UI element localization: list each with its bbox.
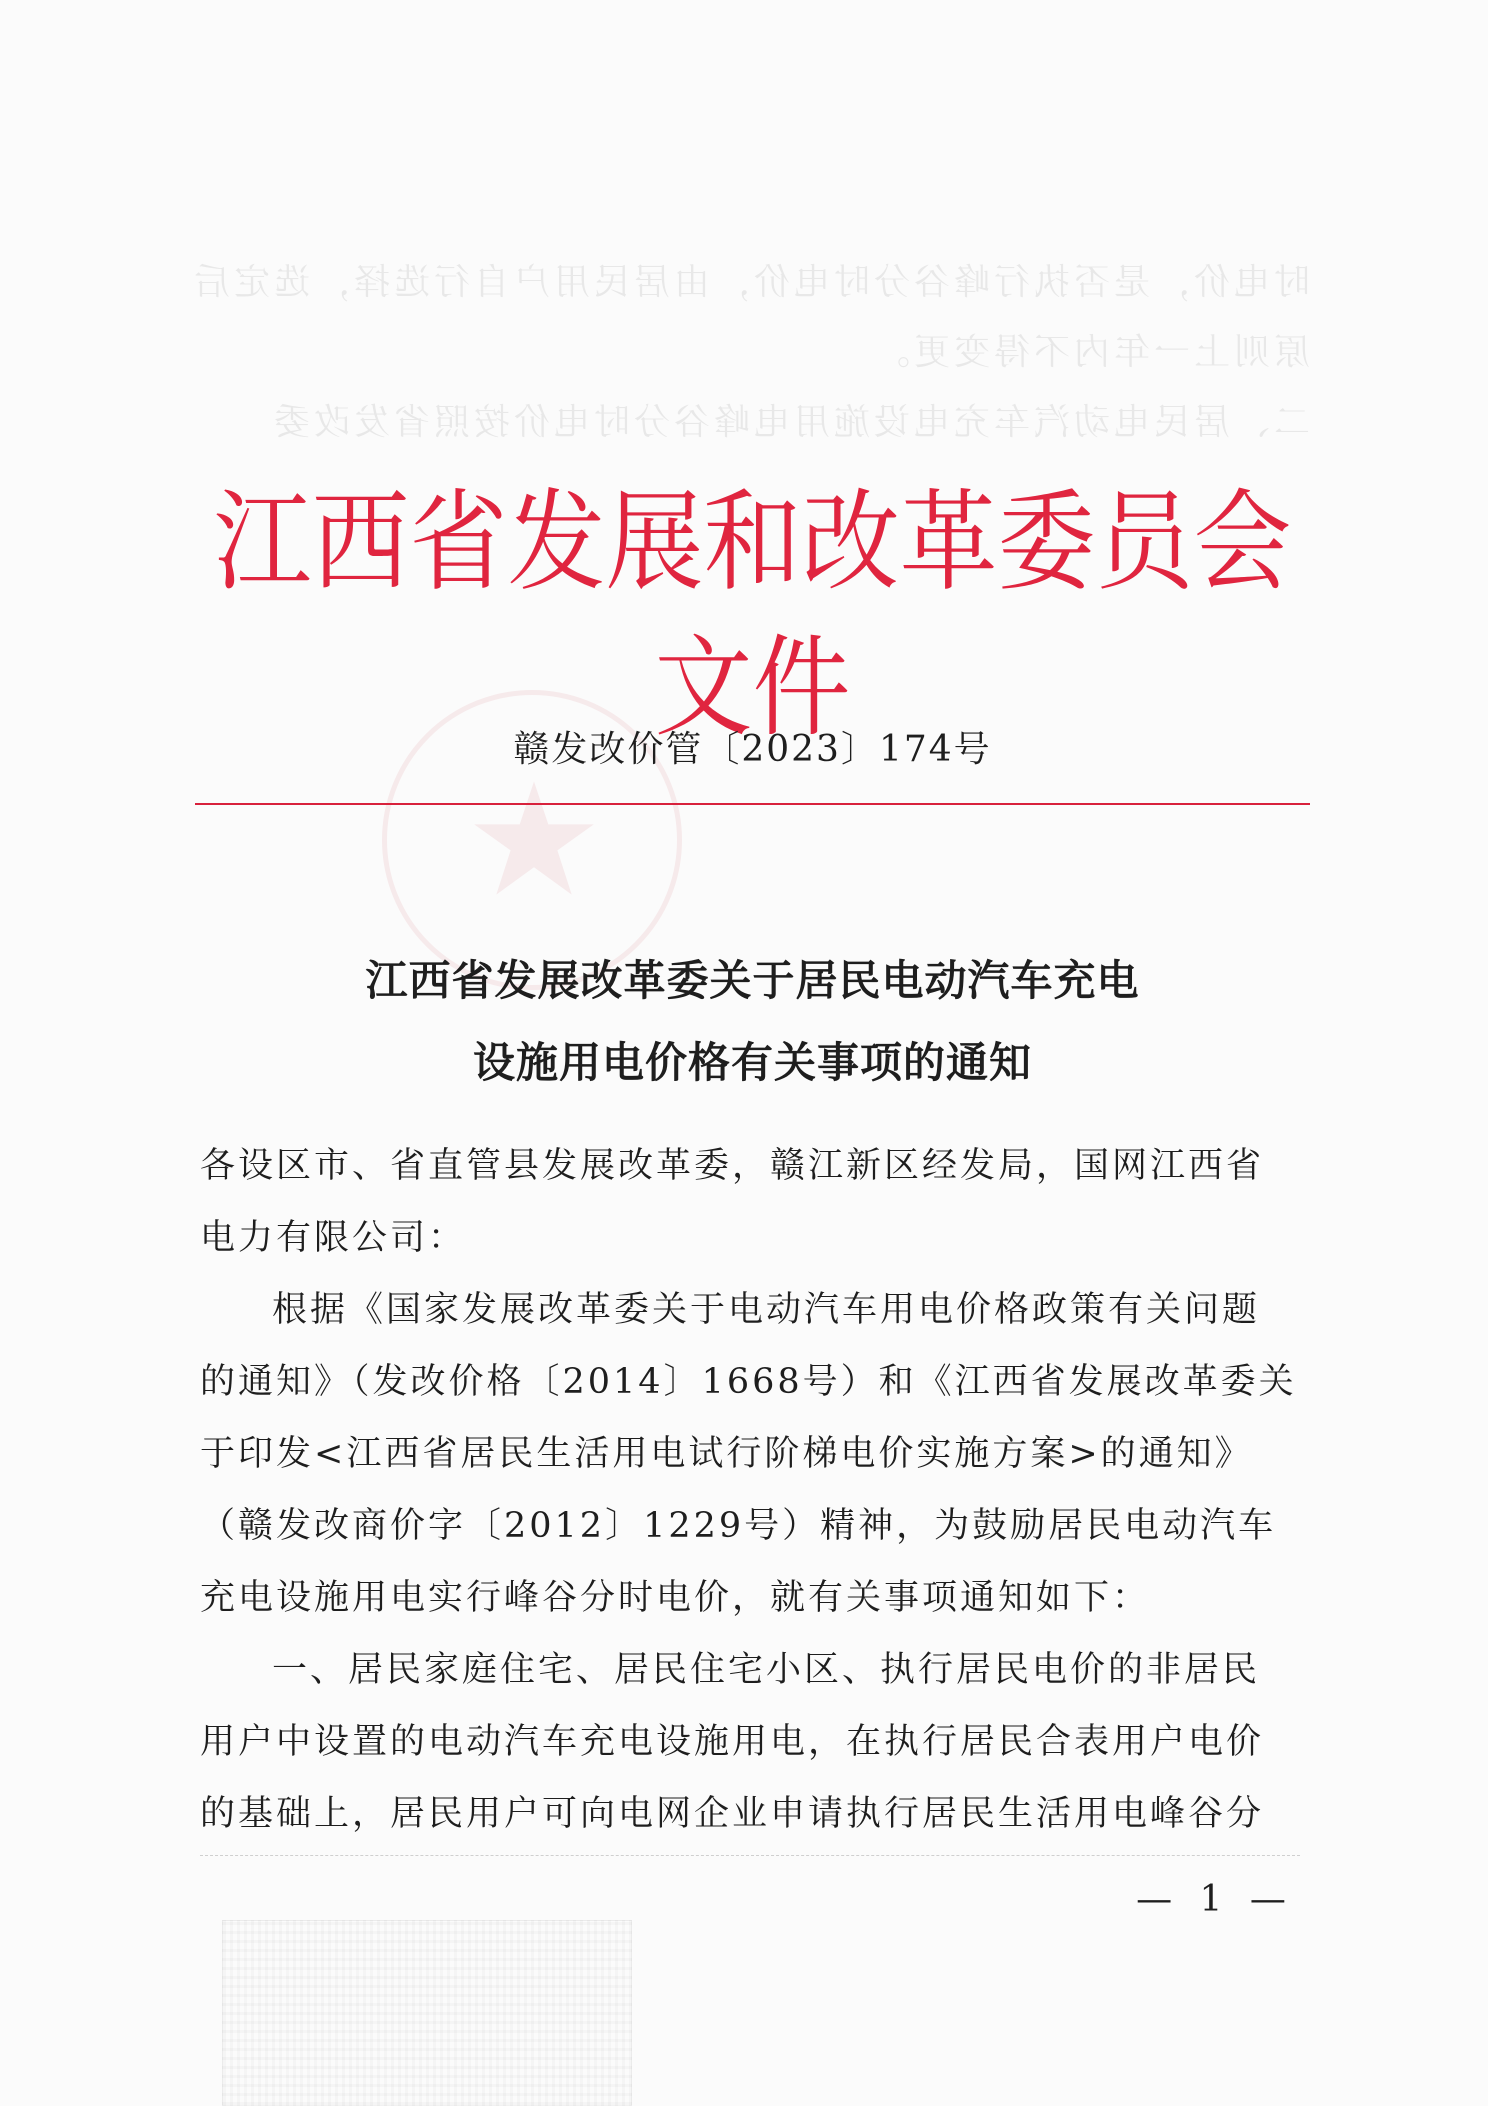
body-line: 根据《国家发展改革委关于电动汽车用电价格政策有关问题	[272, 1290, 1261, 1330]
bleed-through-text: 二、居民电动汽车充电设施用电峰谷分时电价按照省发改委	[269, 402, 1310, 443]
body-line: 电力有限公司：	[200, 1218, 467, 1258]
masthead: 江西省发展和改革委员会文件	[213, 478, 1292, 753]
title-line: 设施用电价格有关事项的通知	[472, 1038, 1032, 1087]
bleed-through-text: 时电价，是否执行峰谷分时电价，由居民用户自行选择，选定后	[189, 262, 1310, 303]
body-line: 用户中设置的电动汽车充电设施用电，在执行居民合表用户电价	[200, 1722, 1265, 1762]
body-line: 的基础上，居民用户可向电网企业申请执行居民生活用电峰谷分	[200, 1794, 1265, 1834]
bleed-through-text: 原则上一年内不得变更。	[869, 332, 1310, 373]
red-divider	[195, 803, 1310, 805]
page-number: — 1 —	[1136, 1879, 1294, 1920]
title-line: 江西省发展改革委关于居民电动汽车充电	[365, 956, 1140, 1005]
body-line: 各设区市、省直管县发展改革委，赣江新区经发局，国网江西省	[200, 1146, 1265, 1186]
document-body	[200, 1130, 1300, 1850]
body-line: 一、居民家庭住宅、居民住宅小区、执行居民电价的非居民	[272, 1650, 1261, 1690]
scan-stamp	[222, 1920, 632, 2106]
body-line: 充电设施用电实行峰谷分时电价，就有关事项通知如下：	[200, 1578, 1151, 1618]
seal-star-icon	[469, 775, 599, 905]
body-line: 的通知》（发改价格〔2014〕1668号）和《江西省发展改革委关	[200, 1362, 1297, 1402]
footer-divider	[200, 1855, 1300, 1857]
body-line: （赣发改商价字〔2012〕1229号）精神，为鼓励居民电动汽车	[200, 1506, 1277, 1546]
body-line: 于印发<江西省居民生活用电试行阶梯电价实施方案>的通知》	[200, 1434, 1253, 1474]
document-number: 赣发改价管〔2023〕174号	[513, 729, 992, 770]
document-title	[195, 940, 1310, 1104]
